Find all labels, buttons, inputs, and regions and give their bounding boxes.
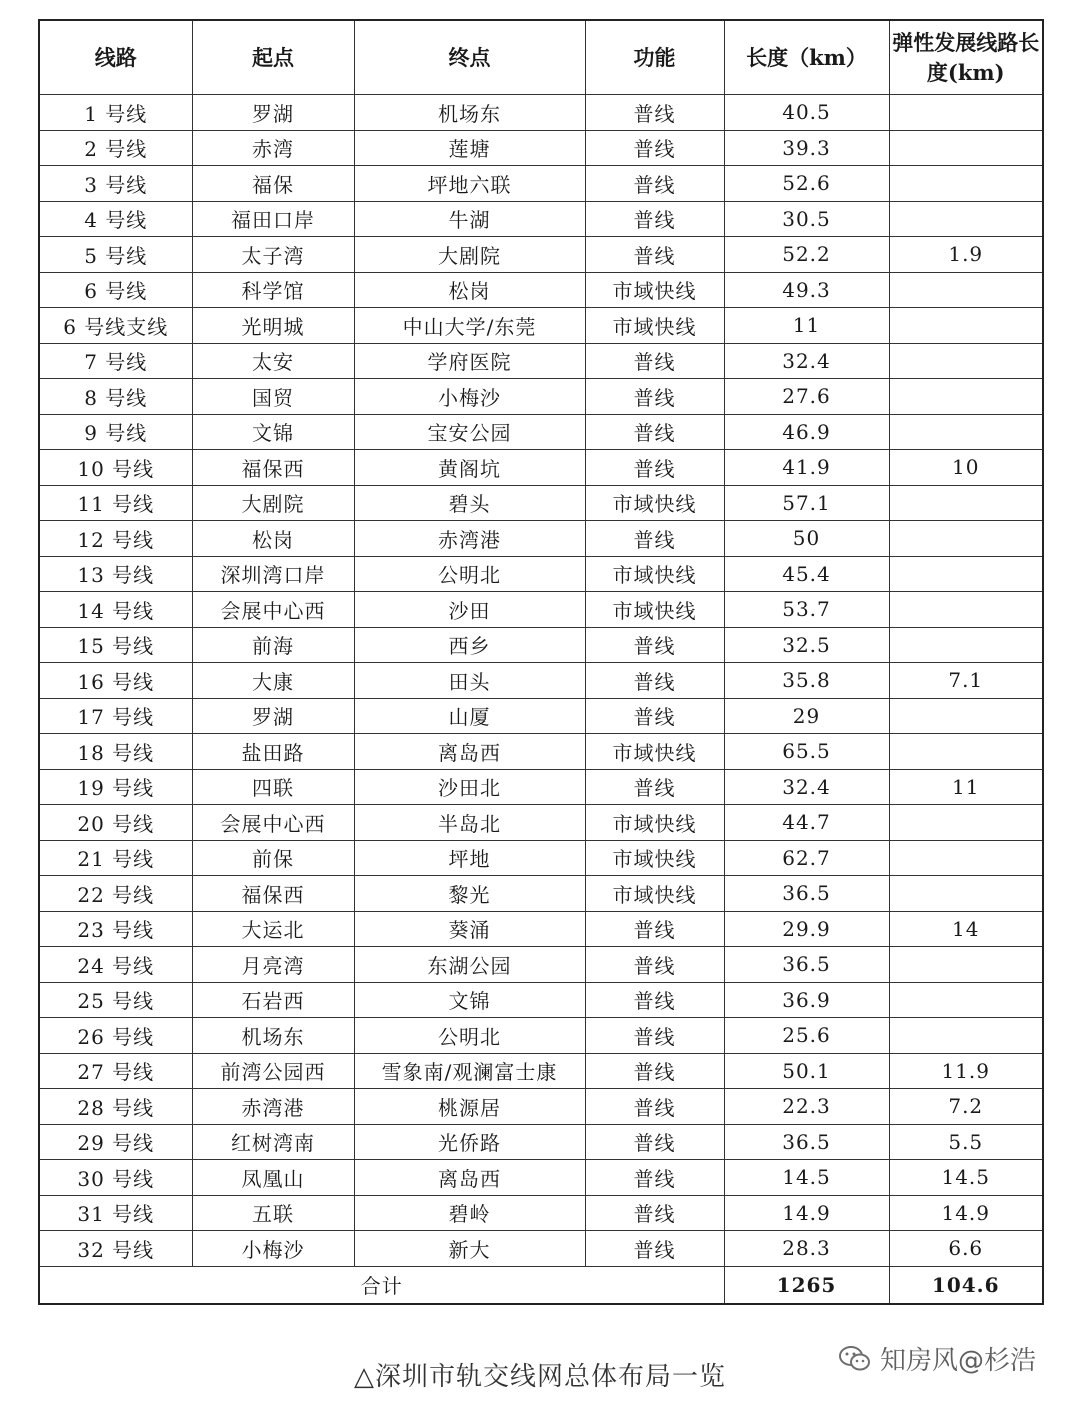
cell-end: 学府医院 [354,343,585,379]
cell-function: 普线 [585,1160,724,1196]
header-length: 长度（km） [724,20,889,95]
total-flex-length: 104.6 [889,1266,1043,1304]
cell-function: 普线 [585,1195,724,1231]
cell-function: 普线 [585,95,724,131]
cell-length: 35.8 [724,663,889,699]
cell-end: 坪地六联 [354,166,585,202]
cell-line: 32 号线 [39,1231,192,1267]
cell-end: 公明北 [354,1018,585,1054]
cell-start: 松岗 [192,521,354,557]
cell-length: 11 [724,308,889,344]
table-row [39,308,1043,344]
table-row [39,982,1043,1018]
cell-line: 15 号线 [39,627,192,663]
cell-line: 4 号线 [39,201,192,237]
cell-flex-length [889,521,1043,557]
cell-line: 2 号线 [39,130,192,166]
cell-line: 24 号线 [39,947,192,983]
cell-function: 市域快线 [585,272,724,308]
rail-network-table-container [38,19,1042,1305]
cell-function: 普线 [585,1089,724,1125]
table-header-row [39,20,1043,95]
cell-start: 红树湾南 [192,1124,354,1160]
cell-length: 46.9 [724,414,889,450]
table-row [39,237,1043,273]
table-row [39,769,1043,805]
table-row [39,1089,1043,1125]
cell-length: 65.5 [724,734,889,770]
cell-length: 52.6 [724,166,889,202]
cell-length: 27.6 [724,379,889,415]
cell-line: 20 号线 [39,805,192,841]
cell-start: 前海 [192,627,354,663]
cell-start: 赤湾港 [192,1089,354,1125]
cell-start: 石岩西 [192,982,354,1018]
cell-function: 普线 [585,1124,724,1160]
cell-length: 32.4 [724,769,889,805]
cell-flex-length [889,627,1043,663]
table-caption: △深圳市轨交线网总体布局一览 [354,1362,726,1392]
cell-length: 40.5 [724,95,889,131]
cell-start: 福田口岸 [192,201,354,237]
cell-function: 市域快线 [585,485,724,521]
cell-line: 3 号线 [39,166,192,202]
cell-line: 17 号线 [39,698,192,734]
cell-function: 市域快线 [585,592,724,628]
cell-line: 9 号线 [39,414,192,450]
cell-flex-length [889,947,1043,983]
cell-length: 36.9 [724,982,889,1018]
cell-line: 21 号线 [39,840,192,876]
cell-length: 50 [724,521,889,557]
table-row [39,592,1043,628]
cell-flex-length [889,308,1043,344]
table-row [39,201,1043,237]
cell-start: 文锦 [192,414,354,450]
cell-function: 市域快线 [585,308,724,344]
cell-flex-length: 11 [889,769,1043,805]
cell-flex-length: 11.9 [889,1053,1043,1089]
cell-start: 大康 [192,663,354,699]
cell-length: 36.5 [724,947,889,983]
cell-function: 普线 [585,379,724,415]
table-row [39,521,1043,557]
cell-function: 普线 [585,911,724,947]
cell-line: 10 号线 [39,450,192,486]
table-row [39,485,1043,521]
cell-end: 文锦 [354,982,585,1018]
cell-length: 39.3 [724,130,889,166]
cell-flex-length [889,698,1043,734]
cell-start: 机场东 [192,1018,354,1054]
cell-length: 45.4 [724,556,889,592]
cell-flex-length [889,166,1043,202]
cell-line: 31 号线 [39,1195,192,1231]
table-row [39,272,1043,308]
cell-line: 5 号线 [39,237,192,273]
cell-function: 普线 [585,450,724,486]
table-row [39,1160,1043,1196]
cell-end: 桃源居 [354,1089,585,1125]
cell-length: 36.5 [724,1124,889,1160]
cell-function: 普线 [585,343,724,379]
cell-function: 普线 [585,663,724,699]
table-row [39,911,1043,947]
cell-line: 29 号线 [39,1124,192,1160]
cell-flex-length [889,556,1043,592]
cell-flex-length [889,485,1043,521]
cell-function: 普线 [585,627,724,663]
cell-end: 新大 [354,1231,585,1267]
cell-end: 西乡 [354,627,585,663]
cell-end: 莲塘 [354,130,585,166]
cell-start: 盐田路 [192,734,354,770]
table-row [39,627,1043,663]
cell-start: 凤凰山 [192,1160,354,1196]
cell-end: 松岗 [354,272,585,308]
cell-length: 62.7 [724,840,889,876]
cell-end: 坪地 [354,840,585,876]
cell-length: 14.9 [724,1195,889,1231]
cell-flex-length: 14.5 [889,1160,1043,1196]
cell-length: 14.5 [724,1160,889,1196]
cell-end: 小梅沙 [354,379,585,415]
cell-flex-length [889,343,1043,379]
cell-function: 普线 [585,1018,724,1054]
cell-line: 27 号线 [39,1053,192,1089]
cell-length: 29 [724,698,889,734]
cell-function: 普线 [585,166,724,202]
watermark [838,1340,1036,1377]
cell-start: 小梅沙 [192,1231,354,1267]
cell-line: 12 号线 [39,521,192,557]
table-row [39,840,1043,876]
cell-length: 36.5 [724,876,889,912]
cell-start: 大运北 [192,911,354,947]
cell-function: 普线 [585,769,724,805]
cell-start: 福保 [192,166,354,202]
cell-flex-length [889,379,1043,415]
cell-flex-length [889,95,1043,131]
table-row [39,698,1043,734]
table-row [39,1124,1043,1160]
cell-length: 32.4 [724,343,889,379]
table-row [39,805,1043,841]
cell-function: 普线 [585,414,724,450]
table-row [39,95,1043,131]
cell-start: 会展中心西 [192,805,354,841]
table-row [39,734,1043,770]
wechat-icon [838,1345,872,1373]
cell-start: 光明城 [192,308,354,344]
cell-line: 14 号线 [39,592,192,628]
table-row [39,876,1043,912]
cell-line: 30 号线 [39,1160,192,1196]
cell-end: 葵涌 [354,911,585,947]
total-length: 1265 [724,1266,889,1304]
cell-line: 1 号线 [39,95,192,131]
table-row [39,1018,1043,1054]
cell-length: 30.5 [724,201,889,237]
cell-line: 11 号线 [39,485,192,521]
cell-line: 16 号线 [39,663,192,699]
cell-function: 市域快线 [585,734,724,770]
cell-length: 22.3 [724,1089,889,1125]
cell-start: 深圳湾口岸 [192,556,354,592]
table-row [39,343,1043,379]
cell-end: 田头 [354,663,585,699]
total-label: 合计 [39,1266,724,1304]
cell-end: 黎光 [354,876,585,912]
cell-line: 13 号线 [39,556,192,592]
watermark-text: 知房风@杉浩 [880,1346,1037,1376]
cell-end: 离岛西 [354,734,585,770]
cell-line: 7 号线 [39,343,192,379]
cell-flex-length [889,876,1043,912]
cell-flex-length: 14 [889,911,1043,947]
cell-end: 光侨路 [354,1124,585,1160]
cell-flex-length [889,982,1043,1018]
table-row [39,414,1043,450]
cell-length: 52.2 [724,237,889,273]
cell-flex-length [889,805,1043,841]
cell-end: 离岛西 [354,1160,585,1196]
cell-line: 8 号线 [39,379,192,415]
cell-start: 四联 [192,769,354,805]
cell-line: 28 号线 [39,1089,192,1125]
cell-end: 公明北 [354,556,585,592]
table-body [39,95,1043,1304]
cell-flex-length [889,272,1043,308]
cell-line: 23 号线 [39,911,192,947]
cell-function: 普线 [585,521,724,557]
cell-flex-length [889,130,1043,166]
cell-end: 东湖公园 [354,947,585,983]
cell-function: 市域快线 [585,840,724,876]
total-row [39,1266,1043,1304]
cell-line: 25 号线 [39,982,192,1018]
cell-function: 普线 [585,130,724,166]
cell-length: 32.5 [724,627,889,663]
cell-start: 月亮湾 [192,947,354,983]
cell-function: 普线 [585,237,724,273]
cell-start: 会展中心西 [192,592,354,628]
cell-flex-length: 5.5 [889,1124,1043,1160]
cell-length: 28.3 [724,1231,889,1267]
cell-start: 国贸 [192,379,354,415]
cell-function: 市域快线 [585,805,724,841]
header-start: 起点 [192,20,354,95]
cell-start: 大剧院 [192,485,354,521]
table-row [39,663,1043,699]
cell-line: 26 号线 [39,1018,192,1054]
table-row [39,1053,1043,1089]
cell-end: 大剧院 [354,237,585,273]
cell-start: 五联 [192,1195,354,1231]
cell-flex-length: 1.9 [889,237,1043,273]
table-row [39,947,1043,983]
cell-end: 雪象南/观澜富士康 [354,1053,585,1089]
cell-flex-length: 14.9 [889,1195,1043,1231]
header-function: 功能 [585,20,724,95]
table-row [39,1231,1043,1267]
cell-function: 普线 [585,201,724,237]
rail-network-table [38,19,1044,1305]
cell-start: 太安 [192,343,354,379]
cell-function: 普线 [585,982,724,1018]
cell-start: 赤湾 [192,130,354,166]
cell-function: 普线 [585,698,724,734]
header-flex-length: 弹性发展线路长度(km) [889,20,1043,95]
cell-end: 机场东 [354,95,585,131]
cell-function: 普线 [585,1053,724,1089]
cell-start: 科学馆 [192,272,354,308]
cell-end: 牛湖 [354,201,585,237]
header-end: 终点 [354,20,585,95]
cell-end: 宝安公园 [354,414,585,450]
cell-flex-length [889,592,1043,628]
cell-length: 29.9 [724,911,889,947]
cell-end: 赤湾港 [354,521,585,557]
cell-start: 前湾公园西 [192,1053,354,1089]
header-line: 线路 [39,20,192,95]
cell-flex-length [889,840,1043,876]
cell-flex-length [889,414,1043,450]
cell-flex-length [889,201,1043,237]
cell-flex-length: 10 [889,450,1043,486]
cell-function: 市域快线 [585,556,724,592]
cell-flex-length [889,1018,1043,1054]
cell-flex-length: 7.1 [889,663,1043,699]
cell-end: 中山大学/东莞 [354,308,585,344]
cell-end: 沙田 [354,592,585,628]
cell-function: 普线 [585,1231,724,1267]
cell-length: 53.7 [724,592,889,628]
cell-end: 山厦 [354,698,585,734]
table-row [39,166,1043,202]
cell-function: 市域快线 [585,876,724,912]
table-row [39,556,1043,592]
cell-length: 25.6 [724,1018,889,1054]
cell-end: 碧头 [354,485,585,521]
cell-end: 半岛北 [354,805,585,841]
cell-line: 6 号线支线 [39,308,192,344]
cell-length: 49.3 [724,272,889,308]
cell-line: 18 号线 [39,734,192,770]
cell-start: 罗湖 [192,698,354,734]
cell-flex-length [889,734,1043,770]
cell-length: 50.1 [724,1053,889,1089]
cell-start: 福保西 [192,876,354,912]
cell-start: 福保西 [192,450,354,486]
cell-length: 41.9 [724,450,889,486]
cell-line: 6 号线 [39,272,192,308]
cell-line: 19 号线 [39,769,192,805]
cell-end: 黄阁坑 [354,450,585,486]
table-row [39,379,1043,415]
cell-start: 太子湾 [192,237,354,273]
table-row [39,1195,1043,1231]
cell-end: 沙田北 [354,769,585,805]
cell-length: 44.7 [724,805,889,841]
cell-end: 碧岭 [354,1195,585,1231]
cell-flex-length: 6.6 [889,1231,1043,1267]
cell-start: 罗湖 [192,95,354,131]
cell-length: 57.1 [724,485,889,521]
cell-function: 普线 [585,947,724,983]
cell-start: 前保 [192,840,354,876]
cell-flex-length: 7.2 [889,1089,1043,1125]
table-row [39,130,1043,166]
table-row [39,450,1043,486]
cell-line: 22 号线 [39,876,192,912]
